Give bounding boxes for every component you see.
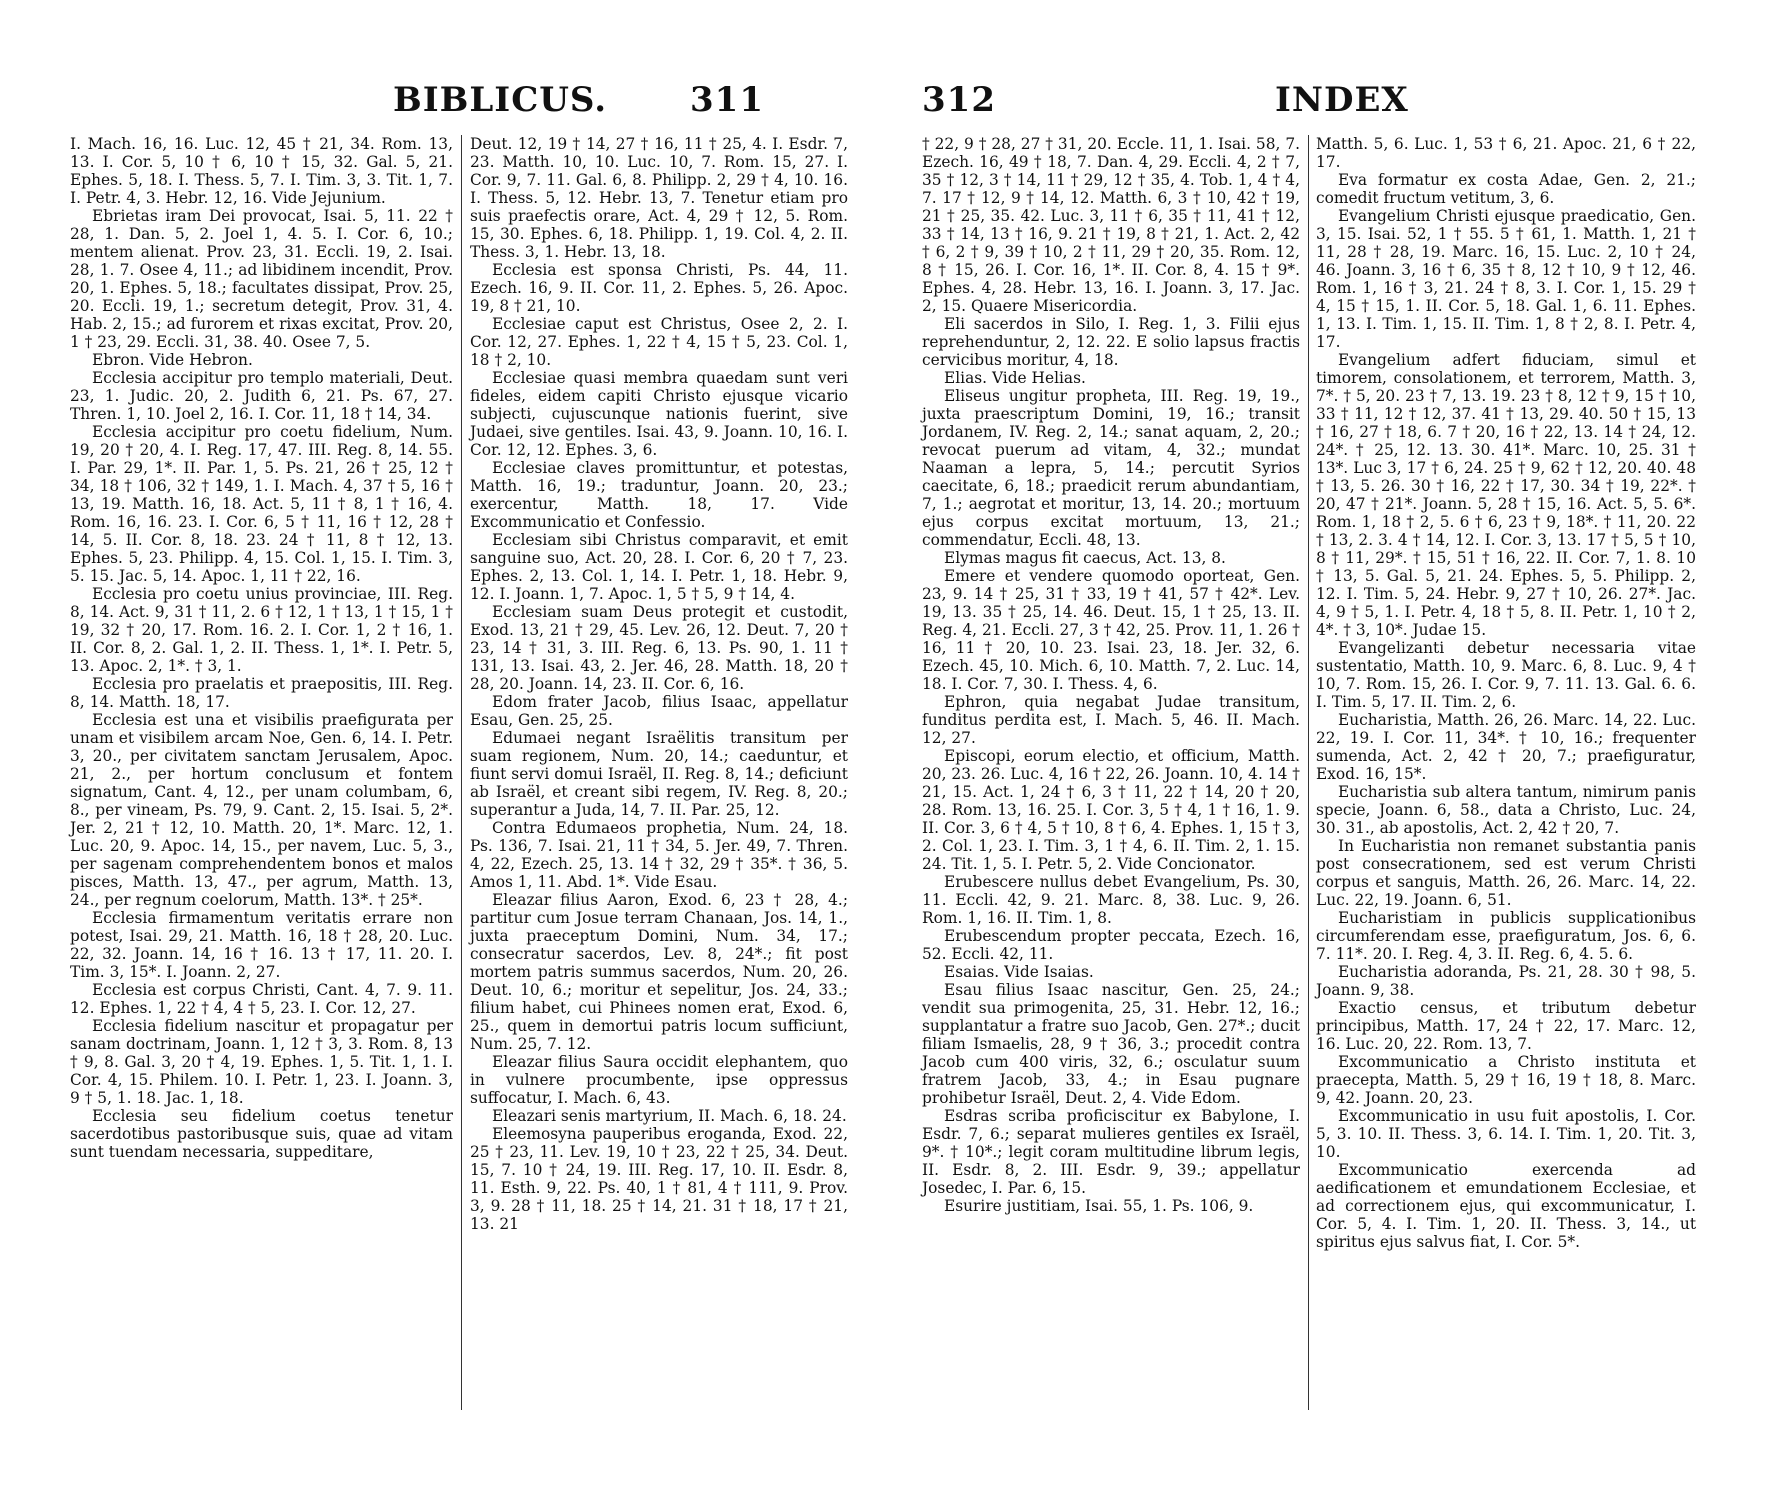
index-entry: Ecclesia accipitur pro coetu fidelium, Num. 19, 20 † 20, 4. I. Reg. 17, 47. III. Reg. 8, 14. 55. I. Par. 29, 1*. II. Par. 1, 5. Ps. 21, 26 † 25, 12 † 34, 18 † 106, 32 † 149, 1. I. Mach. 4, 37 † 5, 16 † 13, 19. Matth. 16, 18. Act. 5, 11 † 8, 1 † 16, 4. Rom. 16, 16. 23. I. Cor. 6, 5 † 11, 16 † 12, 28 † 14, 5. II. Cor. 8, 18. 23. 24 † 11, 8 † 12, 13. Ephes. 5, 23. Philipp. 4, 15. Col. 1, 15. I. Tim. 3, 5. 15. Jac. 5, 14. Apoc. 1, 11 † 22, 16. (70, 423, 453, 585)
left-column-2 (470, 135, 848, 1233)
index-entry: Ecclesia est sponsa Christi, Ps. 44, 11. Ezech. 16, 9. II. Cor. 11, 2. Ephes. 5, 26. Apoc. 19, 8 † 21, 10. (470, 261, 848, 315)
index-entry: Eleazar filius Saura occidit elephantem, quo in vulnere procumbente, ipse oppressus suffocatur, I. Mach. 6, 43. (470, 1053, 848, 1107)
index-entry: Episcopi, eorum electio, et officium, Matth. 20, 23. 26. Luc. 4, 16 † 22, 26. Joann. 10, 4. 14 † 21, 15. Act. 1, 24 † 6, 3 † 11, 22 † 14, 20 † 20, 28. Rom. 13, 16. 25. I. Cor. 3, 5 † 4, 1 † 16, 1. 9. II. Cor. 3, 6 † 4, 5 † 10, 8 † 6, 4. Ephes. 1, 15 † 3, 2. Col. 1, 23. I. Tim. 3, 1 † 4, 6. II. Tim. 2, 1. 15. 24. Tit. 1, 5. I. Petr. 5, 2. Vide Concionator. (922, 747, 1300, 873)
running-head-left: BIBLICUS. (393, 80, 608, 120)
index-entry: Eliseus ungitur propheta, III. Reg. 19, 19., juxta praescriptum Domini, 19, 16.; transit Jordanem, IV. Reg. 2, 14.; sanat aquam, 2, 20.; revocat puerum ad vitam, 4, 32.; mundat Naaman a lepra, 5, 14.; percutit Syrios caecitate, 6, 18.; praedicit rerum abundantiam, 7, 1.; aegrotat et moritur, 13, 14. 20.; mortuum ejus corpus excitat mortuum, 13, 21.; commendatur, Eccli. 48, 13. (922, 387, 1300, 549)
index-entry: Esaias. Vide Isaias. (944, 963, 1094, 981)
index-entry: Edumaei negant Israëlitis transitum per suam regionem, Num. 20, 14.; caeduntur, et fiunt servi domui Israël, II. Reg. 8, 14.; deficiunt ab Israël, et creant sibi regem, IV. Reg. 8, 20.; superantur a Juda, 14, 7. II. Par. 25, 12. (470, 729, 848, 819)
index-entry: Evangelium adfert fiduciam, simul et timorem, consolationem, et terrorem, Matth. 3, 7*. † 5, 20. 23 † 7, 13. 19. 23 † 8, 12 † 9, 15 † 10, 33 † 11, 12 † 12, 37. 41 † 13, 29. 40. 50 † 15, 13 † 16, 27 † 18, 6. 7 † 20, 16 † 22, 13. 14 † 24, 12. 24*. † 25, 12. 13. 30. 41*. Marc. 10, 25. 31 † 13*. Luc 3, 17 † 6, 24. 25 † 9, 62 † 12, 20. 40. 48 † 13, 5. 26. 30 † 16, 22 † 17, 30. 34 † 19, 22*. † 20, 47 † 21*. Joann. 5, 28 † 15, 16. Act. 5, 5. 6*. Rom. 1, 18 † 2, 5. 6 † 6, 23 † 9, 18*. † 11, 20. 22 † 13, 2. 3. 4 † 14, 12. I. Cor. 3, 13. 17 † 5, 5 † 10, 8 † 11, 29*. † 15, 51 † 16, 22. II. Cor. 7, 1. 8. 10 † 13, 5. Gal. 5, 21. 24. Ephes. 5, 5. Philipp. 2, 12. I. Tim. 5, 24. Hebr. 9, 27 † 10, 26. 27*. Jac. 4, 9 † 5, 1. I. Petr. 4, 18 † 5, 8. II. Petr. 1, 10 † 2, 4*. † 3, 10*. Judae 15. (1316, 351, 1696, 639)
index-entry: Evangelium Christi ejusque praedicatio, Gen. 3, 15. Isai. 52, 1 † 55. 5 † 61, 1. Matth. 1, 21 † 11, 28 † 28, 19. Marc. 16, 15. Luc. 2, 10 † 24, 46. Joann. 3, 16 † 6, 35 † 8, 12 † 10, 9 † 12, 46. Rom. 1, 16 † 3, 21. 24 † 8, 3. I. Cor. 1, 15. 29 † 4, 15 † 15, 1. II. Cor. 5, 18. Gal. 1, 6. 11. Ephes. 1, 13. I. Tim. 1, 15. II. Tim. 1, 8 † 2, 8. I. Petr. 4, 17. (1316, 207, 1696, 351)
index-entry: Eucharistia, Matth. 26, 26. Marc. 14, 22. Luc. 22, 19. I. Cor. 11, 34*. † 10, 16.; frequenter sumenda, Act. 2, 42 † 20, 7.; praefiguratur, Exod. 16, 15*. (1316, 711, 1696, 783)
index-entry: Ephron, quia negabat Judae transitum, funditus perdita est, I. Mach. 5, 46. II. Mach. 12, 27. (922, 693, 1300, 747)
index-entry: Emere et vendere quomodo oporteat, Gen. 23, 9. 14 † 25, 31 † 33, 19 † 41, 57 † 42*. Lev. 19, 13. 35 † 25, 14. 46. Deut. 15, 1 † 25, 13. II. Reg. 4, 21. Eccli. 27, 3 † 42, 25. Prov. 11, 1. 26 † 16, 11 † 20, 10. 23. Isai. 23, 18. Jer. 32, 6. Ezech. 45, 10. Mich. 6, 10. Matth. 7, 2. Luc. 14, 18. I. Cor. 7, 30. I. Thess. 4, 6. (922, 567, 1300, 693)
index-entry: Ecclesia pro coetu unius provinciae, III. Reg. 8, 14. Act. 9, 31 † 11, 2. 6 † 12, 1 † 13, 1 † 15, 1 † 19, 32 † 20, 17. Rom. 16. 2. I. Cor. 1, 2 † 16, 1. II. Cor. 8, 2. Gal. 1, 2. II. Thess. 1, 1*. I. Petr. 5, 13. Apoc. 2, 1*. † 3, 1. (70, 585, 453, 675)
index-entry: † 22, 9 † 28, 27 † 31, 20. Eccle. 11, 1. Isai. 58, 7. Ezech. 16, 49 † 18, 7. Dan. 4, 29. Eccli. 4, 2 † 7, 35 † 12, 3 † 14, 11 † 29, 12 † 35, 4. Tob. 1, 4 † 4, 7. 17 † 12, 9 † 14, 12. Matth. 6, 3 † 10, 42 † 19, 21 † 25, 35. 42. Luc. 3, 11 † 6, 35 † 11, 41 † 12, 33 † 14, 13 † 16, 9. 21 † 19, 8 † 21, 1. Act. 2, 42 † 6, 2 † 9, 39 † 10, 2 † 11, 29 † 20, 35. Rom. 12, 8 † 15, 26. I. Cor. 16, 1*. II. Cor. 8, 4. 15 † 9*. Ephes. 4, 28. Hebr. 13, 16. I. Joann. 3, 17. Jac. 2, 15. Quaere Misericordia. (922, 135, 1300, 315)
index-entry: Eli sacerdos in Silo, I. Reg. 1, 3. Filii ejus reprehenduntur, 2, 12. 22. E solio lapsus fractis cervicibus moritur, 4, 18. (922, 315, 1300, 369)
right-column-1 (922, 135, 1300, 1215)
index-entry: Matth. 5, 6. Luc. 1, 53 † 6, 21. Apoc. 21, 6 † 22, 17. (1316, 135, 1696, 171)
index-entry: Exactio census, et tributum debetur principibus, Matth. 17, 24 † 22, 17. Marc. 12, 16. Luc. 20, 22. Rom. 13, 7. (1316, 999, 1696, 1053)
index-entry: Eucharistiam in publicis supplicationibus circumferendam esse, praefiguratum, Jos. 6, 6. 7. 11*. 20. I. Reg. 4, 3. II. Reg. 6, 4. 5. 6. (1316, 909, 1696, 963)
index-entry: Esau filius Isaac nascitur, Gen. 25, 24.; vendit sua primogenita, 25, 31. Hebr. 12, 16.; supplantatur a fratre suo Jacob, Gen. 27*.; ducit filiam Ismaelis, 28, 9 † 36, 3.; procedit contra Jacob cum 400 viris, 32, 6.; osculatur suum fratrem Jacob, 33, 4.; in Esau pugnare prohibetur Israël, Deut. 2, 4. Vide Edom. (922, 981, 1300, 1107)
index-entry: Ebrietas iram Dei provocat, Isai. 5, 11. 22 † 28, 1. Dan. 5, 2. Joel 1, 4. 5. I. Cor. 6, 10.; mentem alienat. Prov. 23, 31. Eccli. 19, 2. Isai. 28, 1. 7. Osee 4, 11.; ad libidinem incendit, Prov. 20, 1. Ephes. 5, 18.; facultates dissipat, Prov. 25, 20. Eccli. 19, 1.; secretum detegit, Prov. 31, 4. Hab. 2, 15.; ad furorem et rixas excitat, Prov. 20, 1 † 23, 29. Eccli. 31, 38. 40. Osee 7, 5. (70, 207, 453, 351)
running-head-right: INDEX (1275, 80, 1409, 120)
index-entry: I. Mach. 16, 16. Luc. 12, 45 † 21, 34. Rom. 13, 13. I. Cor. 5, 10 † 6, 10 † 15, 32. Gal. 5, 21. Ephes. 5, 18. I. Thess. 5, 7. I. Tim. 3, 3. Tit. 1, 7. I. Petr. 4, 3. Hebr. 12, 16. Vide Jejunium. (70, 135, 453, 207)
page-number-right: 312 (922, 80, 996, 120)
index-entry: Ecclesia seu fidelium coetus tenetur sacerdotibus pastoribusque suis, quae ad vitam sunt tuendam necessaria, suppeditare, (70, 1107, 453, 1161)
index-entry: Ecclesiam sibi Christus comparavit, et emit sanguine suo, Act. 20, 28. I. Cor. 6, 20 † 7, 23. Ephes. 2, 13. Col. 1, 14. I. Petr. 1, 18. Hebr. 9, 12. I. Joann. 1, 7. Apoc. 1, 5 † 5, 9 † 14, 4. (470, 531, 848, 603)
index-entry: Ecclesiam suam Deus protegit et custodit, Exod. 13, 21 † 29, 45. Lev. 26, 12. Deut. 7, 20 † 23, 14 † 31, 3. III. Reg. 6, 13. Ps. 90, 1. 11 † 131, 13. Isai. 43, 2. Jer. 46, 28. Matth. 18, 20 † 28, 20. Joann. 14, 23. II. Cor. 6, 16. (470, 603, 848, 693)
index-entry: Ecclesia est corpus Christi, Cant. 4, 7. 9. 11. 12. Ephes. 1, 22 † 4, 4 † 5, 23. I. Cor. 12, 27. (70, 981, 453, 1017)
index-entry: Eleazar filius Aaron, Exod. 6, 23 † 28, 4.; partitur cum Josue terram Chanaan, Jos. 14, 1., juxta praeceptum Domini, Num. 34, 17.; consecratur sacerdos, Lev. 8, 24*.; fit post mortem patris summus sacerdos, Num. 20, 26. Deut. 10, 6.; moritur et sepelitur, Jos. 24, 33.; filium habet, cui Phinees nomen erat, Exod. 6, 25., quem in demortui patris locum sufficiunt, Num. 25, 7. 12. (470, 891, 848, 1053)
index-entry: Ecclesiae claves promittuntur, et potestas, Matth. 16, 19.; traduntur, Joann. 20, 23.; exercentur, Matth. 18, 17. Vide Excommunicatio et Confessio. (470, 459, 848, 531)
index-entry: Eva formatur ex costa Adae, Gen. 2, 21.; comedit fructum vetitum, 3, 6. (1316, 171, 1696, 207)
index-entry: Elias. Vide Helias. (944, 369, 1086, 387)
left-column-1 (70, 135, 453, 1161)
index-entry: Excommunicatio exercenda ad aedificationem et emundationem Ecclesiae, et ad correctionem ejus, qui excommunicatur, I. Cor. 5, 4. I. Tim. 1, 20. II. Thess. 3, 14., ut spiritus ejus salvus fiat, I. Cor. 5*. (1316, 1161, 1696, 1251)
right-page (890, 0, 1780, 1500)
index-entry: Contra Edumaeos prophetia, Num. 24, 18. Ps. 136, 7. Isai. 21, 11 † 34, 5. Jer. 49, 7. Thren. 4, 22, Ezech. 25, 13. 14 † 32, 29 † 35*. † 36, 5. Amos 1, 11. Abd. 1*. Vide Esau. (470, 819, 848, 891)
index-entry: Ecclesiae caput est Christus, Osee 2, 2. I. Cor. 12, 27. Ephes. 1, 22 † 4, 15 † 5, 23. Col. 1, 18 † 2, 10. (470, 315, 848, 369)
index-entry: Esdras scriba proficiscitur ex Babylone, I. Esdr. 7, 6.; separat mulieres gentiles ex Israël, 9*. † 10*.; legit coram multitudine librum legis, II. Esdr. 8, 2. III. Esdr. 9, 39.; appellatur Josedec, I. Par. 6, 15. (922, 1107, 1300, 1197)
index-entry: Ecclesia pro praelatis et praepositis, III. Reg. 8, 14. Matth. 18, 17. (70, 675, 453, 711)
index-entry: Deut. 12, 19 † 14, 27 † 16, 11 † 25, 4. I. Esdr. 7, 23. Matth. 10, 10. Luc. 10, 7. Rom. 15, 27. I. Cor. 9, 7. 11. Gal. 6, 8. Philipp. 2, 29 † 4, 10. 16. I. Thess. 5, 12. Hebr. 13, 7. Tenetur etiam pro suis praefectis orare, Act. 4, 29 † 12, 5. Rom. 15, 30. Ephes. 6, 18. Philipp. 1, 19. Col. 4, 2. II. Thess. 3, 1. Hebr. 13, 18. (470, 135, 848, 261)
column-divider-left (461, 135, 462, 1410)
column-divider-right (1308, 135, 1309, 1410)
index-entry: Ecclesia firmamentum veritatis errare non potest, Isai. 29, 21. Matth. 16, 18 † 28, 20. Luc. 22, 32. Joann. 14, 16 † 16. 13 † 17, 11. 20. I. Tim. 3, 15*. I. Joann. 2, 27. (70, 909, 453, 981)
index-entry: Excommunicatio in usu fuit apostolis, I. Cor. 5, 3. 10. II. Thess. 3, 6. 14. I. Tim. 1, 20. Tit. 3, 10. (1316, 1107, 1696, 1161)
index-entry: Eleazari senis martyrium, II. Mach. 6, 18. 24. (492, 1107, 847, 1125)
index-entry: Erubescendum propter peccata, Ezech. 16, 52. Eccli. 42, 11. (922, 927, 1300, 963)
index-entry: Ecclesia fidelium nascitur et propagatur per sanam doctrinam, Joann. 1, 12 † 3, 3. Rom. 8, 13 † 9, 8. Gal. 3, 20 † 4, 19. Ephes. 1, 5. Tit. 1, 1. I. Cor. 4, 15. Philem. 10. I. Petr. 1, 23. I. Joann. 3, 9 † 5, 1. 18. Jac. 1, 18. (70, 1017, 453, 1107)
page-number-left: 311 (690, 80, 764, 120)
index-entry: Eleemosyna pauperibus eroganda, Exod. 22, 25 † 23, 11. Lev. 19, 10 † 23, 22 † 25, 34. Deut. 15, 7. 10 † 24, 19. III. Reg. 17, 10. II. Esdr. 8, 11. Esth. 9, 22. Ps. 40, 1 † 81, 4 † 111, 9. Prov. 3, 9. 28 † 11, 18. 25 † 14, 21. 31 † 18, 17 † 21, 13. 21 (470, 1125, 848, 1233)
index-entry: Edom frater Jacob, filius Isaac, appellatur Esau, Gen. 25, 25. (470, 693, 848, 729)
index-entry: Eucharistia adoranda, Ps. 21, 28. 30 † 98, 5. Joann. 9, 38. (1316, 963, 1696, 999)
index-entry: Eucharistia sub altera tantum, nimirum panis specie, Joann. 6, 58., data a Christo, Luc. 24, 30. 31., ab apostolis, Act. 2, 42 † 20, 7. (1316, 783, 1696, 837)
index-entry: In Eucharistia non remanet substantia panis post consecrationem, sed est verum Christi corpus et sanguis, Matth. 26, 26. Marc. 14, 22. Luc. 22, 19. Joann. 6, 51. (1316, 837, 1696, 909)
index-entry: Excommunicatio a Christo instituta et praecepta, Matth. 5, 29 † 16, 19 † 18, 8. Marc. 9, 42. Joann. 20, 23. (1316, 1053, 1696, 1107)
index-entry: Ecclesiae quasi membra quaedam sunt veri fideles, eidem capiti Christo ejusque vicario subjecti, cujuscunque nationis fuerint, sive Judaei, sive gentiles. Isai. 43, 9. Joann. 10, 16. I. Cor. 12, 12. Ephes. 3, 6. (470, 369, 848, 459)
index-entry: Erubescere nullus debet Evangelium, Ps. 30, 11. Eccli. 42, 9. 21. Marc. 8, 38. Luc. 9, 26. Rom. 1, 16. II. Tim. 1, 8. (922, 873, 1300, 927)
index-entry: Evangelizanti debetur necessaria vitae sustentatio, Matth. 10, 9. Marc. 6, 8. Luc. 9, 4 † 10, 7. Rom. 15, 26. I. Cor. 9, 7. 11. 13. Gal. 6. 6. I. Tim. 5, 17. II. Tim. 2, 6. (1316, 639, 1696, 711)
index-entry: Ebron. Vide Hebron. (92, 351, 253, 369)
right-column-2 (1316, 135, 1696, 1251)
index-entry: Ecclesia accipitur pro templo materiali, Deut. 23, 1. Judic. 20, 2. Judith 6, 21. Ps. 67, 27. Thren. 1, 10. Joel 2, 16. I. Cor. 11, 18 † 14, 34. (70, 369, 453, 423)
index-entry: Elymas magus fit caecus, Act. 13, 8. (944, 549, 1226, 567)
index-entry: Esurire justitiam, Isai. 55, 1. Ps. 106, 9. (944, 1197, 1254, 1215)
index-entry: Ecclesia est una et visibilis praefigurata per unam et visibilem arcam Noe, Gen. 6, 14. I. Petr. 3, 20., per civitatem sanctam Jerusalem, Apoc. 21, 2., per hortum conclusum et fontem signatum, Cant. 4, 12., per unam columbam, 6, 8., per vineam, Ps. 79, 9. Cant. 2, 15. Isai. 5, 2*. Jer. 2, 21 † 12, 10. Matth. 20, 1*. Marc. 12, 1. Luc. 20, 9. Apoc. 14, 15., per navem, Luc. 5, 3., per sagenam comprehendentem bonos et malos pisces, Matth. 13, 47., per agrum, Matth. 13, 24., per regnum coelorum, Matth. 13*. † 25*. (70, 711, 453, 909)
